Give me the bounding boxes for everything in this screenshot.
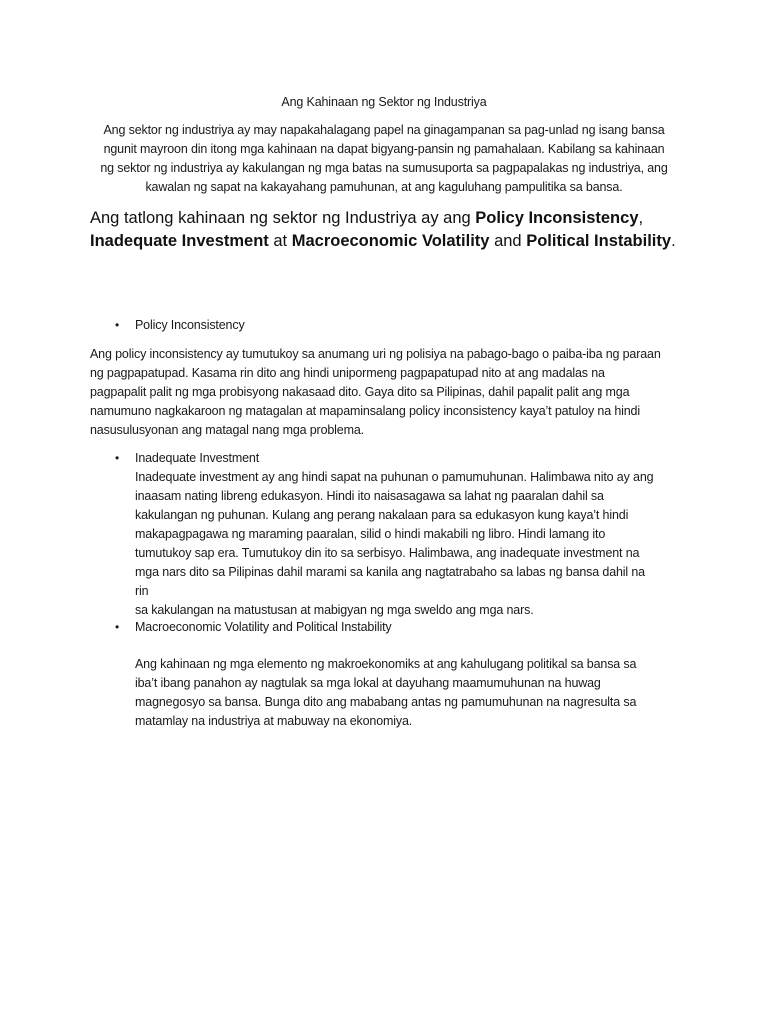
body-line: Ang kahinaan ng mga elemento ng makroekonomiks at ang kahulugang politikal sa bansa sa [135,657,637,671]
body-line: kakulangan ng puhunan. Kulang ang perang nakalaan para sa edukasyon kung kaya’t hindi [135,508,629,522]
body-line: matamlay na industriya at mabuway na ekonomiya. [135,714,413,728]
summary-separator: , [638,209,644,227]
section-body-inadequate-investment [135,468,655,620]
term-inadequate-investment: Inadequate Investment [90,232,269,250]
body-line: ng pagpapatupad. Kasama rin dito ang hindi unipormeng pagpapatupad nito at ang madalas na [90,366,605,380]
intro-line: ngunit mayroon din itong mga kahinaan na dapat bigyang-pansin ng pamahalaan. Kabilang sa kahinaan [103,142,665,156]
bullet-icon: • [115,620,120,634]
summary-prefix: Ang tatlong kahinaan ng sektor ng Industriya ay ang [90,209,476,227]
term-political-instability: Political Instability [526,232,672,250]
summary-end: . [671,232,676,250]
body-line: mga nars dito sa Pilipinas dahil marami sa kanila ang nagtatrabaho sa labas ng bansa dahil na rin [135,565,645,598]
section-heading-label: Policy Inconsistency [135,318,245,332]
summary-statement [90,207,680,253]
body-line: inaasam nating libreng edukasyon. Hindi ito naisasagawa sa lahat ng paaralan dahil sa [135,489,604,503]
body-line: Inadequate investment ay ang hindi sapat na puhunan o pamumuhunan. Halimbawa nito ay ang [135,470,654,484]
section-heading-inadequate-investment [115,449,259,468]
section-heading-label: Macroeconomic Volatility and Political Instability [135,620,392,634]
body-line: makapagpagawa ng maraming paaralan, silid o hindi makabili ng libro. Hindi lamang ito [135,527,606,541]
summary-separator: at [268,232,292,250]
intro-paragraph [90,121,678,197]
body-line: namumuno nagkakaroon ng matagalan at mapaminsalang policy inconsistency kaya’t patuloy na hindi [90,404,640,418]
summary-separator: and [489,232,527,250]
term-policy-inconsistency: Policy Inconsistency [475,209,639,227]
term-macroeconomic-volatility: Macroeconomic Volatility [291,232,490,250]
body-line: Ang policy inconsistency ay tumutukoy sa anumang uri ng polisiya na pabago-bago o paiba-iba ng paraan [90,347,661,361]
section-heading-macroeconomic-volatility [115,618,392,637]
bullet-icon: • [115,451,120,465]
section-body-macroeconomic-volatility [135,655,655,731]
body-line: iba’t ibang panahon ay nagtulak sa mga lokal at dayuhang maamumuhunan na huwag [135,676,601,690]
body-line: sa kakulangan na matustusan at mabigyan ng mga sweldo ang mga nars. [135,603,534,617]
body-line: nasusulusyonan ang matagal nang mga problema. [90,423,364,437]
intro-line: Ang sektor ng industriya ay may napakahalagang papel na ginagampanan sa pag-unlad ng isang bansa [103,123,665,137]
body-line: pagpapalit palit ng mga probisyong nakasaad dito. Gaya dito sa Pilipinas, dahil papalit palit ang mga [90,385,630,399]
intro-line: ng sektor ng industriya ay kakulangan ng mga batas na sumusuporta sa pagpapalakas ng industriya, ang [100,161,668,175]
section-heading-policy-inconsistency [115,316,245,335]
section-heading-label: Inadequate Investment [135,451,260,465]
bullet-icon: • [115,318,120,332]
body-line: magnegosyo sa bansa. Bunga dito ang mababang antas ng pamumuhunan na nagresulta sa [135,695,637,709]
intro-line: kawalan ng sapat na kakayahang pamuhunan, at ang kaguluhang pampulitika sa bansa. [145,180,623,194]
document-title: Ang Kahinaan ng Sektor ng Industriya [281,95,487,109]
body-line: tumutukoy sap era. Tumutukoy din ito sa serbisyo. Halimbawa, ang inadequate investment na [135,546,640,560]
section-body-policy-inconsistency [90,345,682,440]
